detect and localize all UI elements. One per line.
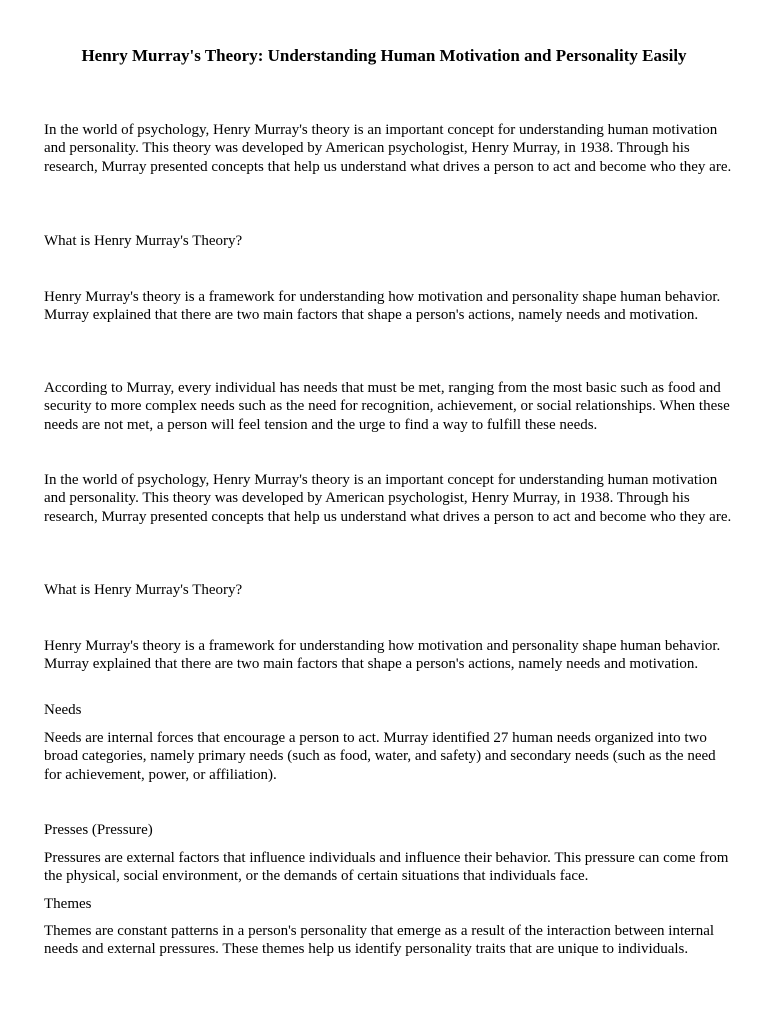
paragraph-presses: Pressures are external factors that influence individuals and influence their behavior. This pressure can come from the physical, social environment, or the demands of certain situations that individuals face. [44,850,729,885]
paragraph: Henry Murray's theory is a framework for understanding how motivation and personality shape human behavior. Murray explained that there are two main factors that shape a person's actions, namely needs and motivation. [44,289,721,324]
paragraph: According to Murray, every individual has needs that must be met, ranging from the most basic such as food and security to more complex needs such as the need for recognition, achievement, or social relationships. When these needs are not met, a person will feel tension and the urge to find a way to fulfill these needs. [44,380,730,433]
subheading-themes: Themes [44,896,92,912]
section-heading: What is Henry Murray's Theory? [44,233,243,249]
paragraph-themes: Themes are constant patterns in a person's personality that emerge as a result of the interaction between internal needs and external pressures. These themes help us identify personality traits that are unique to individuals. [44,923,715,958]
intro-paragraph-repeat: In the world of psychology, Henry Murray's theory is an important concept for understanding human motivation and personality. This theory was developed by American psychologist, Henry Murray, in 1938. Through his research, Murray presented concepts that help us understand what drives a person to act and become who they are. [44,472,732,525]
page-title: Henry Murray's Theory: Understanding Human Motivation and Personality Easily [81,46,687,65]
paragraph: Henry Murray's theory is a framework for understanding how motivation and personality shape human behavior. Murray explained that there are two main factors that shape a person's actions, namely needs and motivation. [44,638,721,673]
paragraph-needs: Needs are internal forces that encourage a person to act. Murray identified 27 human needs organized into two broad categories, namely primary needs (such as food, water, and safety) and secondary needs (such as the need for achievement, power, or affiliation). [44,730,716,783]
subheading-presses: Presses (Pressure) [44,822,153,838]
subheading-needs: Needs [44,702,82,718]
section-heading: What is Henry Murray's Theory? [44,582,243,598]
intro-paragraph: In the world of psychology, Henry Murray's theory is an important concept for understanding human motivation and personality. This theory was developed by American psychologist, Henry Murray, in 1938. Through his research, Murray presented concepts that help us understand what drives a person to act and become who they are. [44,122,732,175]
